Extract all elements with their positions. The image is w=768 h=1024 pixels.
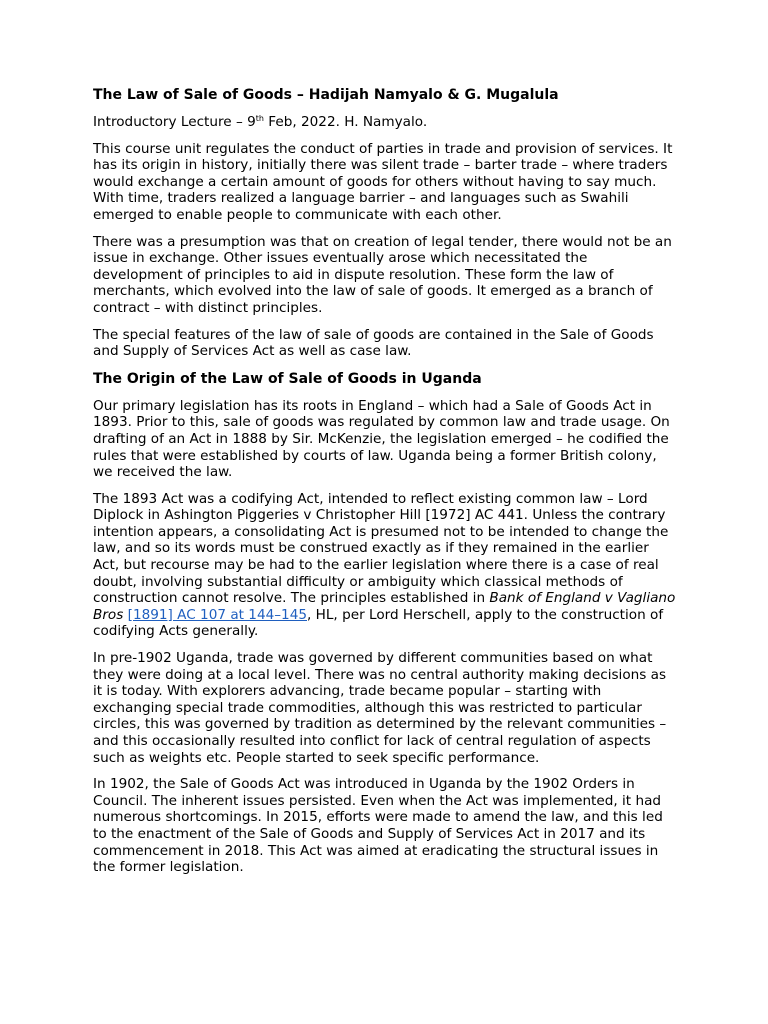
paragraph-text: The 1893 Act was a codifying Act, intended to reflect existing common law – Lord Diplock in Ashington Piggeries v Christopher Hill [1972] AC 441. Unless the contrary intention appears, a consolidating Act is presumed not to be intended to change the law, and so its words must be construed exactly as if they remained in the earlier Act, but recourse may be had to the earlier legislation where there is a case of real doubt, involving substantial difficulty or ambiguity which classical methods of construction cannot resolve. The principles established in: [93, 490, 669, 607]
intro-paragraph: There was a presumption was that on creation of legal tender, there would not be an issue in exchange. Other issues eventually arose which necessitated the development of principles to aid in dispute resolution. These form the law of merchants, which evolved into the law of sale of goods. It emerged as a branch of contract – with distinct principles.: [93, 233, 672, 316]
subtitle-date: Feb, 2022. H. Namyalo.: [263, 114, 428, 130]
case-name: Bank of England v Vagliano Bros: [93, 590, 676, 623]
case-citation-link[interactable]: [1891] AC 107 at 144–145: [127, 606, 307, 623]
paragraph-tail: , HL, per Lord Herschell, apply to the construction of codifying Acts generally.: [93, 606, 664, 640]
document-title: The Law of Sale of Goods – Hadijah Namyalo & G. Mugalula: [93, 87, 559, 103]
subtitle-text: Introductory Lecture – 9: [93, 114, 256, 130]
lecture-subtitle: [93, 114, 678, 131]
intro-paragraph: The special features of the law of sale of goods are contained in the Sale of Goods and Supply of Services Act as well as case law.: [93, 326, 654, 360]
origin-paragraph: In pre-1902 Uganda, trade was governed by different communities based on what they were doing at a local level. There was no central authority making decisions as it is today. With explorers advancing, trade became popular – starting with exchanging special trade commodities, although this was restricted to particular circles, this was governed by tradition as determined by the relevant communities – and this occasionally resulted into conflict for lack of central regulation of aspects such as weights etc. People started to seek specific performance.: [93, 650, 667, 766]
section-heading: The Origin of the Law of Sale of Goods in Uganda: [93, 370, 482, 387]
intro-paragraph: This course unit regulates the conduct of parties in trade and provision of services. It has its origin in history, initially there was silent trade – barter trade – where traders would exchange a certain amount of goods for others without having to say much. With time, traders realized a language barrier – and languages such as Swahili emerged to enable people to communicate with each other.: [93, 140, 673, 223]
origin-paragraph: In 1902, the Sale of Goods Act was introduced in Uganda by the 1902 Orders in Council. The inherent issues persisted. Even when the Act was implemented, it had numerous shortcomings. In 2015, efforts were made to amend the law, and this led to the enactment of the Sale of Goods and Supply of Services Act in 2017 and its commencement in 2018. This Act was aimed at eradicating the structural issues in the former legislation.: [93, 776, 663, 876]
origin-paragraph: Our primary legislation has its roots in England – which had a Sale of Goods Act in 1893. Prior to this, sale of goods was regulated by common law and trade usage. On drafting of an Act in 1888 by Sir. McKenzie, the legislation emerged – he codified the rules that were established by courts of law. Uganda being a former British colony, we received the law.: [93, 397, 670, 481]
ordinal-superscript: th: [255, 114, 264, 123]
origin-paragraph-citation: [93, 491, 678, 640]
